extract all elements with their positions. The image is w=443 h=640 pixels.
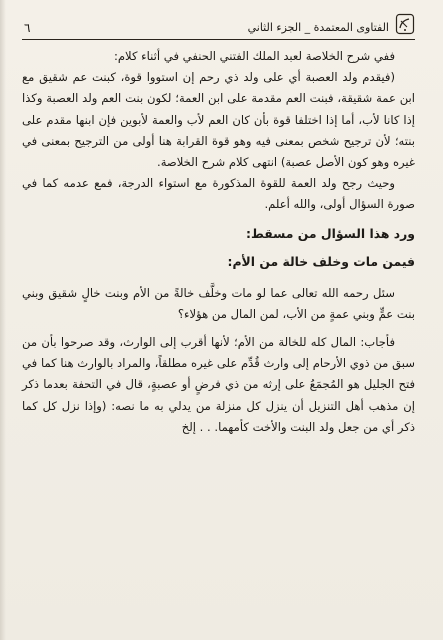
intro-paragraph: ففي شرح الخلاصة لعبد الملك الفتني الحنفي في أثناء كلام: (113, 49, 395, 63)
question-topic-heading: فيمن مات وخلف خالة من الأم: (227, 253, 415, 269)
conclusion-paragraph: وحيث رجح ولد العمة للقوة المذكورة مع استواء الدرجة، فمع عدمه كما في صورة السؤال أولى، والله أعلم. (22, 176, 415, 212)
page-header (22, 0, 415, 40)
page-body (22, 40, 415, 438)
header-title-group (248, 13, 415, 35)
page-number: ٦ (24, 21, 31, 35)
answer-paragraph: فأجاب: المال كله للخالة من الأم؛ لأنها أقرب إلى الوارث، وقد صرحوا بأن من سبق من ذوي الأرحام إلى وارث قُدِّم على غيره مطلقاً، والمراد بالوارث هنا كما في فتح الجليل هو المُجمَعُ على إرثه من ذي فرضٍ أو عصبةٍ، قال في التحفة بعدما ذكر إن مذهب أهل التنزيل أن ينزل كل منزلة من يدلي به ما نصه: (وإذا نزل كل كما ذكر أي من جعل ولد البنت والأخت كأمهما. . . إلخ (22, 335, 415, 434)
calligraphy-emblem-icon (395, 13, 415, 35)
question-source-heading: ورد هذا السؤال من مسقط: (246, 225, 415, 241)
running-head: الفتاوى المعتمدة _ الجزء الثاني (247, 21, 389, 34)
question-paragraph: سئل رحمه الله تعالى عما لو مات وخلَّف خالةً من الأم وبنت خالٍ شقيق وبني بنت عمٍّ وبني عمةٍ من الأب، لمن المال من هؤلاء؟ (22, 285, 415, 321)
quote-paragraph: (فيقدم ولد العصبة أي على ولد ذي رحم إن استووا قوة، كبنت عم شقيق مع ابن عمة شقيقة، فبنت العم مقدمة على ابن العمة؛ لكون بنت العم ولد العصبة وكذا إذا كانا لأب، أما إذا اختلفا قوة بأن كان العم لأب والعمة لأبوين فإن ابنها مقدم على بنته؛ لأن ترجيح شخص بمعنى فيه وهو قوة القرابة هنا أولى من الترجيح بمعنى في غيره وهو كون الأصل عصبة) انتهى كلام شرح الخلاصة. (22, 70, 415, 170)
